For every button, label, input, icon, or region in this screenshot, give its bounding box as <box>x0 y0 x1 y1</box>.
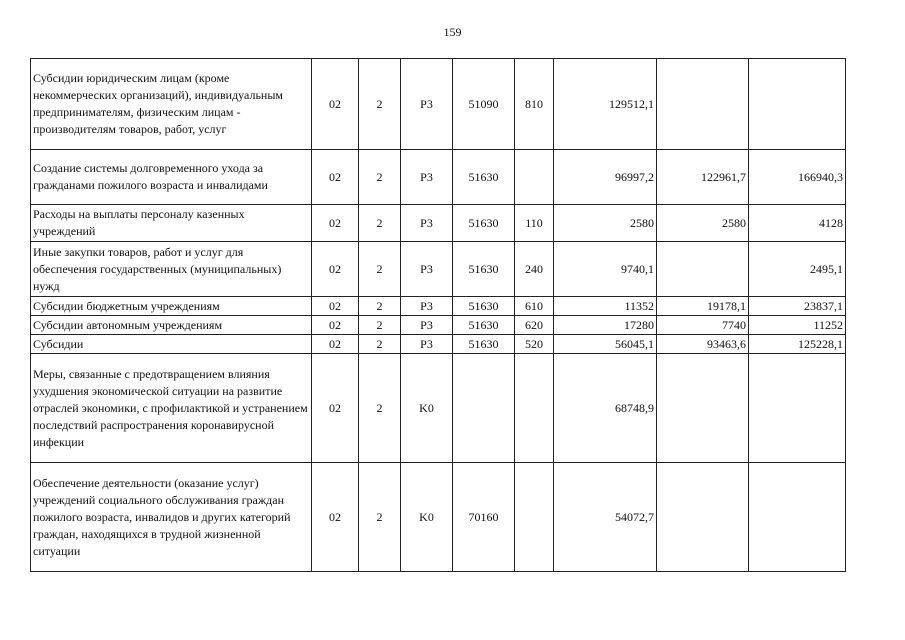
direction-code: 51630 <box>453 316 515 335</box>
section-code: 02 <box>312 354 359 463</box>
direction-code: 51090 <box>453 59 515 150</box>
table-row <box>31 316 846 335</box>
program-code: 2 <box>359 59 401 150</box>
project-code: P3 <box>401 242 453 297</box>
amount-year-1: 68748,9 <box>554 354 657 463</box>
expense-name: Создание системы долговременного ухода за гражданами пожилого возраста и инвалидами <box>31 150 312 205</box>
amount-year-2: 93463,6 <box>657 335 749 354</box>
amount-year-1: 17280 <box>554 316 657 335</box>
amount-year-1: 2580 <box>554 205 657 242</box>
program-code: 2 <box>359 335 401 354</box>
section-code: 02 <box>312 335 359 354</box>
direction-code: 70160 <box>453 463 515 572</box>
expense-name: Меры, связанные с предотвращением влияния ухудшения экономической ситуации на развитие отраслей экономики, с профилактикой и устранением последствий распространения коронавирусной инфекции <box>31 354 312 463</box>
direction-code: 51630 <box>453 150 515 205</box>
amount-year-1: 56045,1 <box>554 335 657 354</box>
amount-year-2: 19178,1 <box>657 297 749 316</box>
direction-code: 51630 <box>453 205 515 242</box>
amount-year-2: 2580 <box>657 205 749 242</box>
expense-type-code <box>515 463 554 572</box>
section-code: 02 <box>312 150 359 205</box>
amount-year-2 <box>657 354 749 463</box>
expense-type-code: 520 <box>515 335 554 354</box>
program-code: 2 <box>359 205 401 242</box>
expense-name: Расходы на выплаты персоналу казенных учреждений <box>31 205 312 242</box>
amount-year-3: 11252 <box>749 316 846 335</box>
expense-name: Субсидии <box>31 335 312 354</box>
amount-year-1: 129512,1 <box>554 59 657 150</box>
table-row <box>31 354 846 463</box>
amount-year-1: 54072,7 <box>554 463 657 572</box>
program-code: 2 <box>359 316 401 335</box>
amount-year-3: 2495,1 <box>749 242 846 297</box>
table-row <box>31 150 846 205</box>
expense-type-code: 110 <box>515 205 554 242</box>
project-code: P3 <box>401 205 453 242</box>
amount-year-3 <box>749 354 846 463</box>
expense-type-code: 810 <box>515 59 554 150</box>
amount-year-1: 96997,2 <box>554 150 657 205</box>
direction-code <box>453 354 515 463</box>
program-code: 2 <box>359 242 401 297</box>
expense-type-code: 240 <box>515 242 554 297</box>
amount-year-3: 125228,1 <box>749 335 846 354</box>
expense-type-code <box>515 150 554 205</box>
direction-code: 51630 <box>453 242 515 297</box>
section-code: 02 <box>312 297 359 316</box>
expense-name: Иные закупки товаров, работ и услуг для обеспечения государственных (муниципальных) нужд <box>31 242 312 297</box>
project-code: K0 <box>401 463 453 572</box>
amount-year-2: 122961,7 <box>657 150 749 205</box>
expense-type-code <box>515 354 554 463</box>
program-code: 2 <box>359 463 401 572</box>
expense-type-code: 620 <box>515 316 554 335</box>
expense-name: Субсидии бюджетным учреждениям <box>31 297 312 316</box>
amount-year-2 <box>657 463 749 572</box>
expense-name: Субсидии юридическим лицам (кроме некоммерческих организаций), индивидуальным предпринимателям, физическим лицам - производителям товаров, работ, услуг <box>31 59 312 150</box>
table-row <box>31 463 846 572</box>
amount-year-2: 7740 <box>657 316 749 335</box>
direction-code: 51630 <box>453 297 515 316</box>
table-row <box>31 335 846 354</box>
expense-name: Субсидии автономным учреждениям <box>31 316 312 335</box>
project-code: P3 <box>401 150 453 205</box>
project-code: K0 <box>401 354 453 463</box>
section-code: 02 <box>312 242 359 297</box>
section-code: 02 <box>312 463 359 572</box>
project-code: P3 <box>401 335 453 354</box>
expense-name: Обеспечение деятельности (оказание услуг) учреждений социального обслуживания граждан пожилого возраста, инвалидов и других категорий граждан, находящихся в трудной жизненной ситуации <box>31 463 312 572</box>
project-code: P3 <box>401 316 453 335</box>
amount-year-1: 11352 <box>554 297 657 316</box>
section-code: 02 <box>312 205 359 242</box>
budget-table <box>30 58 846 572</box>
amount-year-3: 166940,3 <box>749 150 846 205</box>
amount-year-1: 9740,1 <box>554 242 657 297</box>
amount-year-3: 23837,1 <box>749 297 846 316</box>
project-code: P3 <box>401 59 453 150</box>
section-code: 02 <box>312 316 359 335</box>
project-code: P3 <box>401 297 453 316</box>
table-row <box>31 205 846 242</box>
amount-year-2 <box>657 242 749 297</box>
section-code: 02 <box>312 59 359 150</box>
program-code: 2 <box>359 297 401 316</box>
amount-year-2 <box>657 59 749 150</box>
table-row <box>31 59 846 150</box>
program-code: 2 <box>359 150 401 205</box>
table-row <box>31 242 846 297</box>
table-row <box>31 297 846 316</box>
direction-code: 51630 <box>453 335 515 354</box>
program-code: 2 <box>359 354 401 463</box>
amount-year-3 <box>749 463 846 572</box>
amount-year-3 <box>749 59 846 150</box>
amount-year-3: 4128 <box>749 205 846 242</box>
expense-type-code: 610 <box>515 297 554 316</box>
page-number: 159 <box>443 25 462 39</box>
